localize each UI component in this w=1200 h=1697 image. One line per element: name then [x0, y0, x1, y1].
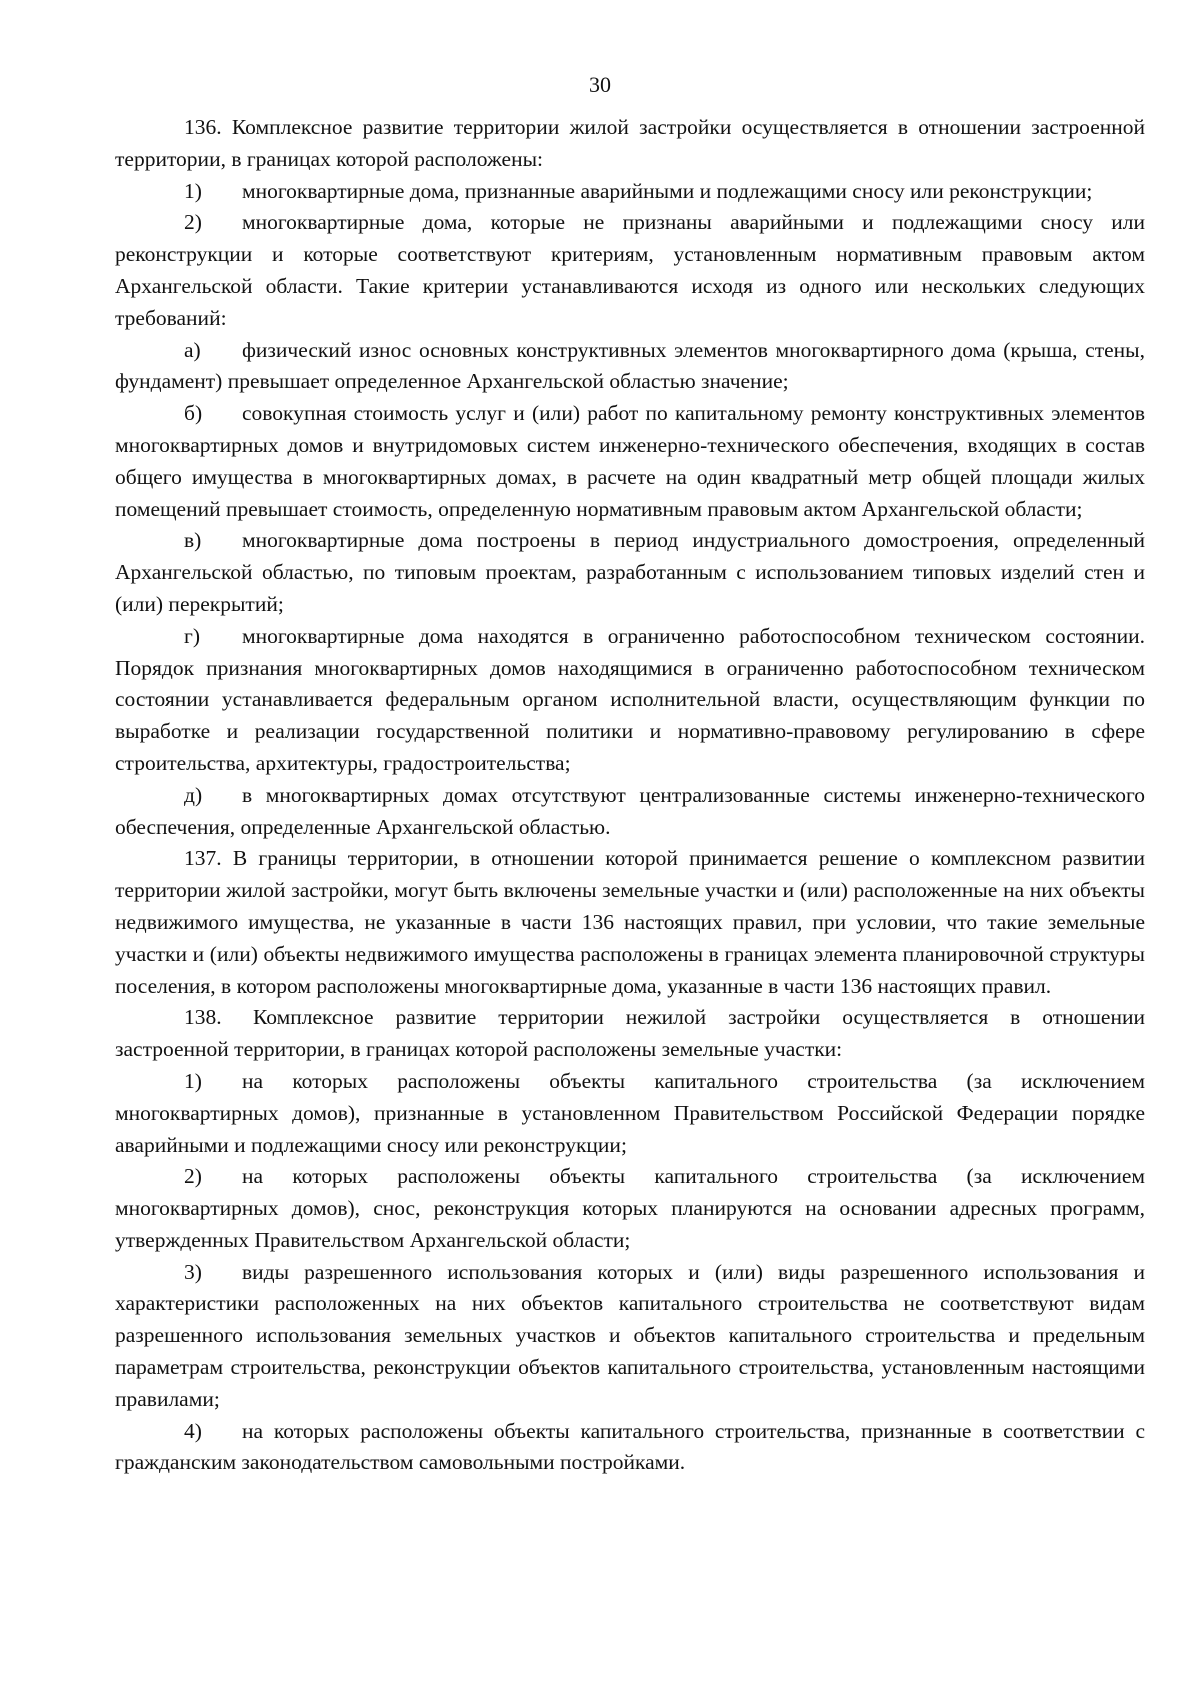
- clause-137: [115, 843, 1145, 1002]
- item-marker: д): [184, 782, 203, 807]
- list-item: [115, 207, 1145, 334]
- clause-text: Комплексное развитие территории жилой застройки осуществляется в отношении застроенной территории, в границах которой расположены:: [115, 115, 1146, 171]
- item-marker: б): [184, 401, 203, 426]
- page-number: 30: [589, 72, 611, 97]
- clause-number: 136.: [184, 115, 222, 139]
- clause-138: [115, 1002, 1145, 1066]
- item-text: в многоквартирных домах отсутствуют централизованные системы инженерно-технического обеспечения, определенные Архангельской областью.: [115, 782, 1145, 839]
- item-marker: 2): [184, 1164, 202, 1189]
- item-text: многоквартирные дома, признанные аварийными и подлежащими сносу или реконструкции;: [242, 178, 1093, 203]
- list-item: [115, 1257, 1145, 1416]
- item-text: на которых расположены объекты капитального строительства (за исключением многоквартирных домов), признанные в установленном Правительством Российской Федерации порядке аварийными и подлежащими сносу или реконструкции;: [115, 1068, 1145, 1157]
- clause-text: В границы территории, в отношении которой принимается решение о комплексном развитии территории жилой застройки, могут быть включены земельные участки и (или) расположенные на них объекты недвижимого имущества, не указанные в части 136 настоящих правил, при условии, что такие земельные участки и (или) объекты недвижимого имущества расположены в границах элемента планировочной структуры поселения, в котором расположены многоквартирные дома, указанные в части 136 настоящих правил.: [115, 846, 1145, 998]
- list-item: [115, 335, 1145, 399]
- item-marker: 3): [184, 1259, 202, 1284]
- clause-number: 138.: [184, 1005, 222, 1030]
- item-text: многоквартирные дома, которые не признаны аварийными и подлежащими сносу или реконструкции и которые соответствуют критериям, установленным нормативным правовым актом Архангельской области. Такие критерии устанавливаются исходя из одного или нескольких следующих требований:: [115, 210, 1145, 330]
- item-text: на которых расположены объекты капитального строительства, признанные в соответствии с гражданским законодательством самовольными постройками.: [115, 1418, 1145, 1475]
- item-marker: а): [184, 337, 201, 362]
- item-marker: 1): [184, 178, 202, 203]
- item-marker: 2): [184, 210, 202, 235]
- item-text: на которых расположены объекты капитального строительства (за исключением многоквартирных домов), снос, реконструкция которых планируются на основании адресных программ, утвержденных Правительством Архангельской области;: [115, 1164, 1145, 1252]
- item-text: многоквартирные дома находятся в ограниченно работоспособном техническом состоянии. Порядок признания многоквартирных домов находящимися в ограниченно работоспособном техническом состоянии устанавливается федеральным органом исполнительной власти, осуществляющим функции по выработке и реализации государственной политики и нормативно-правовому регулированию в сфере строительства, архитектуры, градостроительства;: [115, 623, 1145, 775]
- list-item: [115, 1416, 1145, 1480]
- clause-136: [115, 112, 1145, 176]
- list-item: [115, 176, 1145, 208]
- list-item: [115, 1066, 1145, 1161]
- list-item: [115, 1161, 1145, 1256]
- clause-number: 137.: [184, 846, 222, 871]
- item-marker: 1): [184, 1068, 202, 1093]
- list-item: [115, 398, 1145, 525]
- clause-text: Комплексное развитие территории нежилой застройки осуществляется в отношении застроенной территории, в границах которой расположены земельные участки:: [115, 1005, 1145, 1062]
- document-body: [115, 112, 1145, 1479]
- item-marker: г): [184, 623, 200, 648]
- item-marker: в): [184, 528, 202, 553]
- item-text: физический износ основных конструктивных элементов многоквартирного дома (крыша, стены, фундамент) превышает определенное Архангельской областью значение;: [115, 337, 1145, 394]
- list-item: [115, 525, 1145, 620]
- item-text: совокупная стоимость услуг и (или) работ по капитальному ремонту конструктивных элементов многоквартирных домов и внутридомовых систем инженерно-технического обеспечения, входящих в состав общего имущества в многоквартирных домах, в расчете на один квадратный метр общей площади жилых помещений превышает стоимость, определенную нормативным правовым актом Архангельской области;: [115, 401, 1145, 521]
- list-item: [115, 780, 1145, 844]
- item-text: многоквартирные дома построены в период индустриального домостроения, определенный Архангельской областью, по типовым проектам, разработанным с использованием типовых изделий стен и (или) перекрытий;: [115, 528, 1145, 616]
- item-text: виды разрешенного использования которых и (или) виды разрешенного использования и характеристики расположенных на них объектов капитального строительства не соответствуют видам разрешенного использования земельных участков и объектов капитального строительства и предельным параметрам строительства, реконструкции объектов капитального строительства, установленным настоящими правилами;: [115, 1259, 1145, 1411]
- list-item: [115, 621, 1145, 780]
- item-marker: 4): [184, 1418, 202, 1443]
